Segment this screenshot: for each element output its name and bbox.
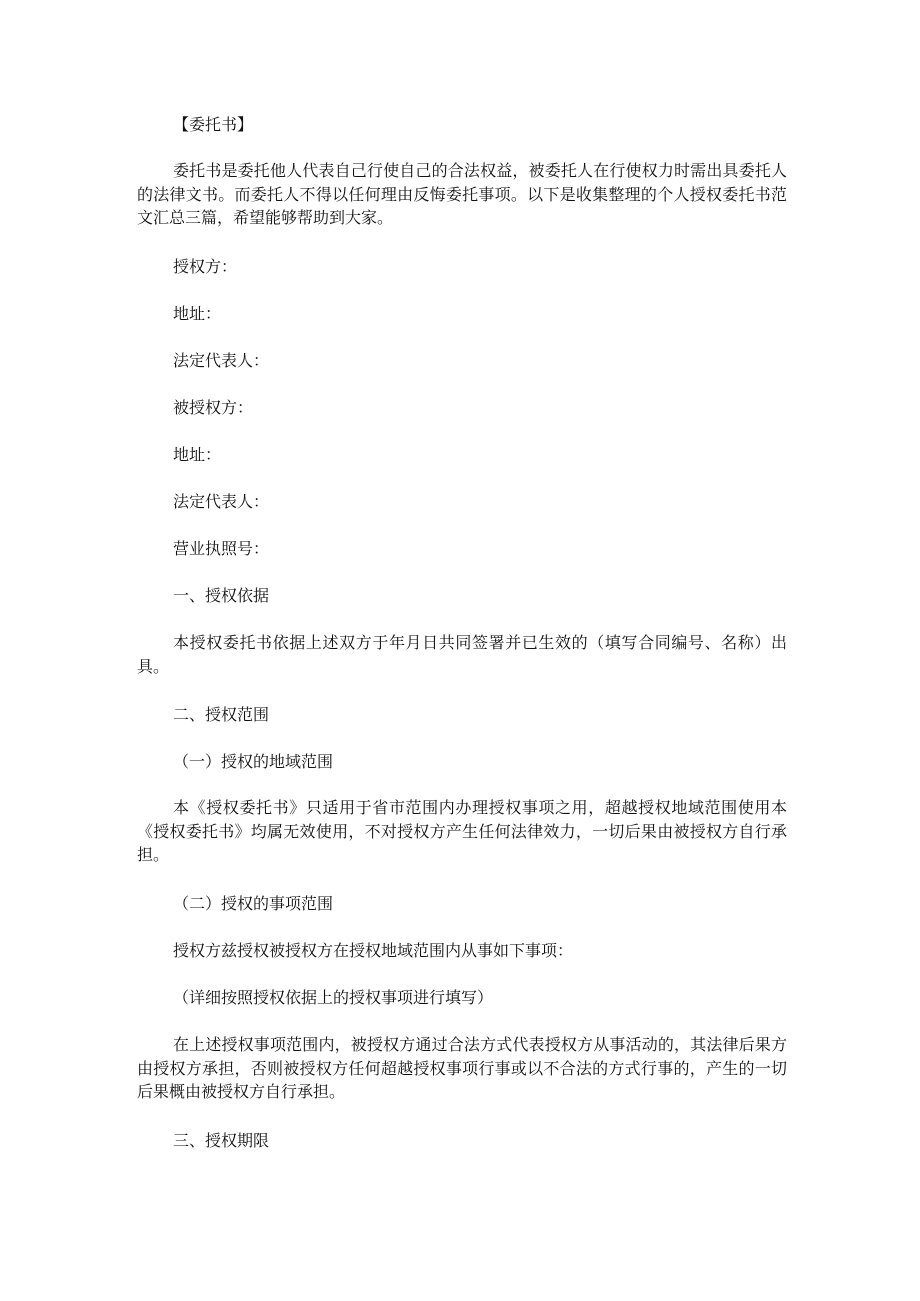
section-1-heading: 一、授权依据 <box>173 586 270 605</box>
section-3-heading: 三、授权期限 <box>173 1131 270 1150</box>
section-2-sub-2-heading: （二）授权的事项范围 <box>173 894 334 913</box>
section-2-heading: 二、授权范围 <box>173 705 270 724</box>
section-2-sub-2-text-1: 授权方兹授权被授权方在授权地域范围内从事如下事项： <box>173 941 574 960</box>
section-2-sub-1-text: 本《授权委托书》只适用于省市范围内办理授权事项之用，超越授权地域范围使用本《授权委托书》均属无效使用，不对授权方产生任何法律效力，一切后果由被授权方自行承担。 <box>137 798 787 864</box>
intro-paragraph: 委托书是委托他人代表自己行使自己的合法权益，被委托人在行使权力时需出具委托人的法律文书。而委托人不得以任何理由反悔委托事项。以下是收集整理的个人授权委托书范文汇总三篇，希望能够帮助到大家。 <box>137 161 787 227</box>
field-grantor: 授权方： <box>173 257 238 276</box>
field-grantor-representative: 法定代表人： <box>173 351 270 370</box>
section-2-sub-2-text-3: 在上述授权事项范围内，被授权方通过合法方式代表授权方从事活动的，其法律后果方由授权方承担，否则被授权方任何超越授权事项行事或以不合法的方式行事的，产生的一切后果概由被授权方自行承担。 <box>137 1035 787 1101</box>
field-grantor-address: 地址： <box>173 304 222 323</box>
field-grantee-representative: 法定代表人： <box>173 492 270 511</box>
section-2-sub-2-text-2: （详细按照授权依据上的授权事项进行填写） <box>173 988 494 1007</box>
field-license-number: 营业执照号： <box>173 539 270 558</box>
document-title: 【委托书】 <box>173 115 254 134</box>
field-grantee-address: 地址： <box>173 445 222 464</box>
section-1-text: 本授权委托书依据上述双方于年月日共同签署并已生效的（填写合同编号、名称）出具。 <box>137 633 787 676</box>
section-2-sub-1-heading: （一）授权的地域范围 <box>173 752 334 771</box>
field-grantee: 被授权方： <box>173 398 254 417</box>
